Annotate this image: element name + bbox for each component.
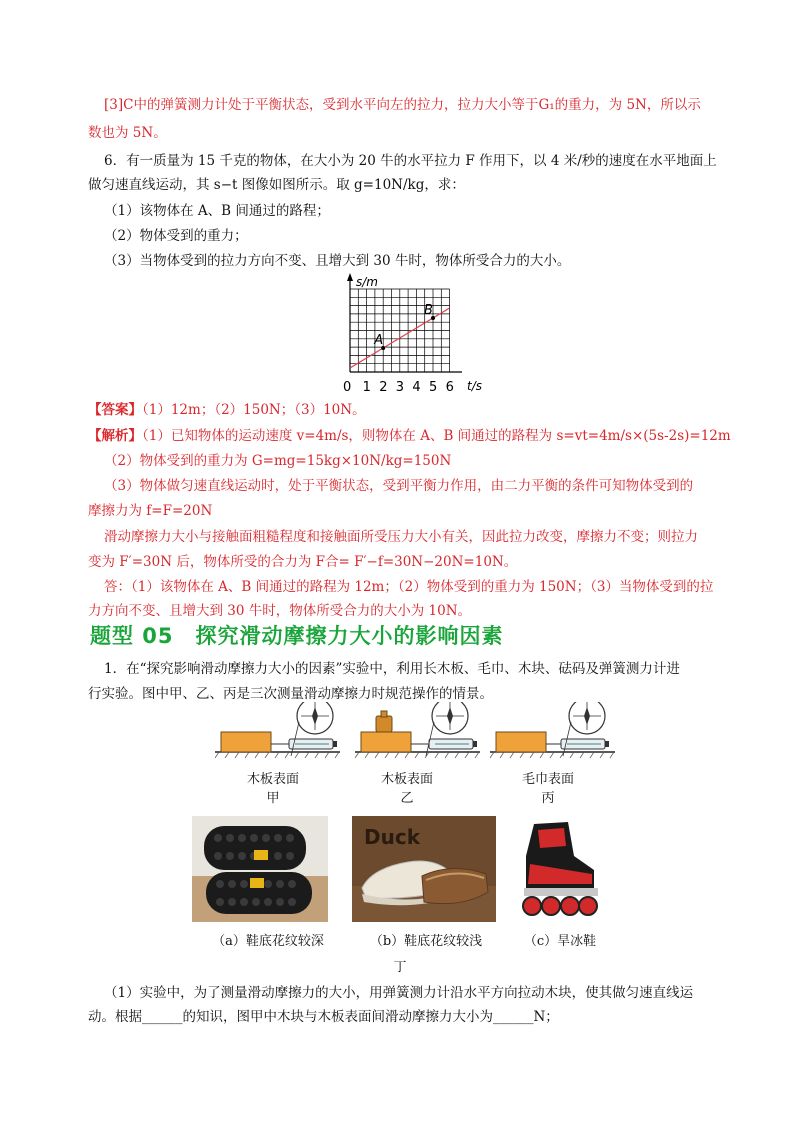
surface-label: 木板表面 xyxy=(246,772,299,787)
section-heading: 题型 05 探究滑动摩擦力大小的影响因素 xyxy=(90,624,504,648)
analysis-text1: （1）已知物体的运动速度 v=4m/s，则物体在 A、B 间通过的路程为 s=vt=4m/s×(5s-2s)=12m xyxy=(142,428,731,444)
q6-line2: 做匀速直线运动，其 s−t 图像如图所示。取 g=10N/kg，求： xyxy=(88,177,465,193)
wood-block xyxy=(221,732,271,752)
setup-caption-bing xyxy=(503,768,593,806)
wood-block xyxy=(361,732,411,752)
solution-c-line1: [3]C中的弹簧测力计处于平衡状态，受到水平向左的拉力，拉力大小等于G₁的重力，为 5N，所以示 xyxy=(104,97,701,113)
q1-line2: 行实验。图中甲、乙、丙是三次测量滑动摩擦力时规范操作的情景。 xyxy=(88,686,493,702)
analysis-line4: 摩擦力为 f=F=20N xyxy=(88,503,213,519)
analysis-line8: 力方向不变、且增大到 30 牛时，物体所受合力的大小为 10N。 xyxy=(88,603,472,619)
surface-label: 木板表面 xyxy=(380,772,433,787)
x-axis-label: t/s xyxy=(467,379,482,393)
analysis-line1 xyxy=(88,425,731,447)
shoes-group-label: 丁 xyxy=(393,960,407,975)
q1-line1: 1．在“探究影响滑动摩擦力大小的因素”实验中，利用长木板、毛巾、木块、砝码及弹簧测力计进 xyxy=(104,661,680,677)
x-tick-label: 4 xyxy=(412,380,421,395)
answer-line xyxy=(88,399,728,421)
x-tick-label: 3 xyxy=(395,380,405,395)
q1-sub1-line1: （1）实验中，为了测量滑动摩擦力的大小，用弹簧测力计沿水平方向拉动木块，使其做匀速直线运 xyxy=(104,985,694,1001)
shoe-photo-c xyxy=(512,816,604,922)
y-axis-label: s/m xyxy=(356,275,378,289)
setup-caption-yi xyxy=(362,768,452,806)
setup-caption-jia xyxy=(228,768,318,806)
shoe-photo-a xyxy=(192,816,328,922)
solution-c-line2: 数也为 5N。 xyxy=(88,125,167,141)
shoe-caption-b: （b）鞋底花纹较浅 xyxy=(369,934,483,949)
chart-point-label: A xyxy=(374,333,384,348)
x-tick-label: 5 xyxy=(429,380,438,395)
shoe-caption-c: （c）旱冰鞋 xyxy=(523,934,597,949)
q1-sub1-line2: 动。根据______的知识，图甲中木块与木板表面间滑动摩擦力大小为______N； xyxy=(88,1009,559,1025)
setup-label: 甲 xyxy=(266,791,280,806)
q6-sub2: （2）物体受到的重力； xyxy=(104,228,248,244)
analysis-line2: （2）物体受到的重力为 G=mg=15kg×10N/kg=150N xyxy=(104,453,452,469)
x-tick-label: 6 xyxy=(445,380,454,395)
experiment-diagram xyxy=(205,702,625,766)
analysis-tag: 【解析】 xyxy=(88,428,142,444)
answer-tag: 【答案】 xyxy=(88,402,142,418)
surface-label: 毛巾表面 xyxy=(521,772,574,787)
q6-sub1: （1）该物体在 A、B 间通过的路程； xyxy=(104,203,330,219)
x-tick-label: 1 xyxy=(362,380,371,395)
setup-bing xyxy=(490,702,615,758)
photo-background-text: Duck xyxy=(364,825,420,849)
setup-label: 丙 xyxy=(541,791,555,806)
x-tick-label: 2 xyxy=(379,380,388,395)
shoe-photo-b xyxy=(352,816,496,922)
analysis-line5: 滑动摩擦力大小与接触面粗糙程度和接触面所受压力大小有关，因此拉力改变，摩擦力不变；则拉力 xyxy=(104,529,698,545)
wood-block xyxy=(496,732,546,752)
chart-points xyxy=(373,303,435,350)
q6-sub3: （3）当物体受到的拉力方向不变、且增大到 30 牛时，物体所受合力的大小。 xyxy=(104,253,571,269)
x-tick-labels xyxy=(343,380,454,395)
answer-text: （1）12m；（2）150N；（3）10N。 xyxy=(142,402,366,418)
shoe-caption-a: （a）鞋底花纹较深 xyxy=(212,934,324,949)
chart-point-label: B xyxy=(424,303,433,318)
setup-yi xyxy=(355,702,480,758)
q6-line1: 6．有一质量为 15 千克的物体，在大小为 20 牛的水平拉力 F 作用下，以 4 米/秒的速度在水平地面上 xyxy=(104,153,717,169)
x-tick-label: 0 xyxy=(343,380,352,395)
setup-jia xyxy=(215,702,340,758)
y-axis-arrow xyxy=(347,273,353,281)
weight xyxy=(376,716,392,732)
s-t-chart xyxy=(330,270,500,398)
analysis-line6: 变为 F′=30N 后，物体所受的合力为 F合= F′−f=30N−20N=10N。 xyxy=(88,554,518,570)
setup-label: 乙 xyxy=(400,791,414,806)
analysis-line3: （3）物体做匀速直线运动时，处于平衡状态，受到平衡力作用，由二力平衡的条件可知物体受到的 xyxy=(104,478,694,494)
analysis-line7: 答：（1）该物体在 A、B 间通过的路程为 12m；（2）物体受到的重力为 150N；（3）当物体受到的拉 xyxy=(104,579,714,595)
